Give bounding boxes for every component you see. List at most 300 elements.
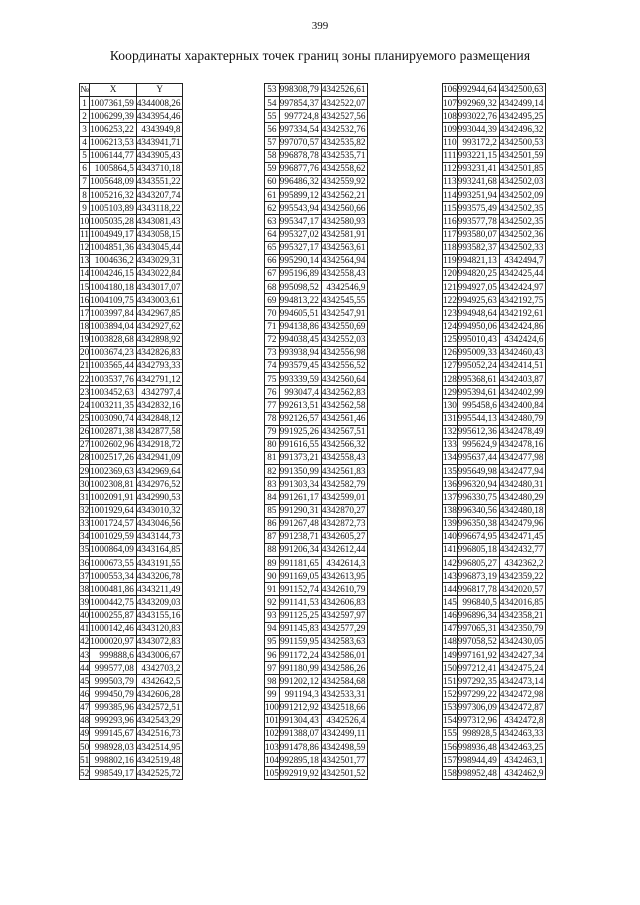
point-number-cell: 144 (443, 583, 458, 596)
point-number-cell: 129 (443, 386, 458, 399)
x-cell: 993047,4 (279, 386, 321, 399)
table-row (443, 583, 546, 596)
y-cell: 4342473,14 (499, 675, 546, 688)
table-row (443, 97, 546, 110)
table-row (443, 333, 546, 346)
x-cell: 993241,68 (457, 175, 499, 188)
x-cell: 994138,86 (279, 320, 321, 333)
y-cell: 4342567,51 (321, 425, 368, 438)
y-cell: 4342870,27 (321, 504, 368, 517)
x-cell: 991212,92 (279, 701, 321, 714)
table-row (80, 202, 183, 215)
x-cell: 1004949,17 (90, 228, 137, 241)
table-row (80, 228, 183, 241)
x-cell: 996486,32 (279, 175, 321, 188)
table-header-row (80, 84, 183, 97)
table-row (80, 412, 183, 425)
y-cell: 4343072,83 (136, 635, 183, 648)
x-cell: 994950,06 (457, 320, 499, 333)
x-cell: 1000553,34 (90, 570, 137, 583)
table-row (80, 622, 183, 635)
table-row (265, 635, 368, 648)
y-cell: 4342543,29 (136, 714, 183, 727)
y-cell: 4342558,62 (321, 162, 368, 175)
table-row (265, 530, 368, 543)
y-cell: 4342432,77 (499, 543, 546, 556)
x-cell: 991290,31 (279, 504, 321, 517)
table-row (443, 425, 546, 438)
x-cell: 997854,37 (279, 97, 321, 110)
x-cell: 994813,22 (279, 294, 321, 307)
x-cell: 998944,49 (457, 754, 499, 767)
point-number-cell: 33 (80, 517, 90, 530)
y-cell: 4342612,44 (321, 543, 368, 556)
x-cell: 993251,94 (457, 189, 499, 202)
point-number-cell: 40 (80, 609, 90, 622)
x-cell: 999450,79 (90, 688, 137, 701)
table-row (443, 228, 546, 241)
table-row (443, 622, 546, 635)
point-number-cell: 47 (80, 701, 90, 714)
y-cell: 4342525,72 (136, 767, 183, 780)
point-number-cell: 20 (80, 346, 90, 359)
y-cell: 4342424,6 (499, 333, 546, 346)
y-cell: 4342501,85 (499, 162, 546, 175)
point-number-cell: 75 (265, 373, 280, 386)
y-cell: 4343155,16 (136, 609, 183, 622)
y-cell: 4342400,84 (499, 399, 546, 412)
point-number-cell: 74 (265, 359, 280, 372)
point-number-cell: 114 (443, 189, 458, 202)
x-cell: 996320,94 (457, 478, 499, 491)
table-row (80, 399, 183, 412)
point-number-cell: 111 (443, 149, 458, 162)
y-cell: 4342480,18 (499, 504, 546, 517)
x-cell: 995010,43 (457, 333, 499, 346)
point-number-cell: 31 (80, 491, 90, 504)
y-cell: 4342561,46 (321, 412, 368, 425)
x-cell: 997065,31 (457, 622, 499, 635)
table-row (443, 478, 546, 491)
coordinates-table-2 (264, 83, 368, 780)
table-row (80, 189, 183, 202)
point-number-cell: 96 (265, 649, 280, 662)
point-number-cell: 16 (80, 294, 90, 307)
header-number: № (80, 84, 90, 97)
table-row (80, 609, 183, 622)
table-row (443, 741, 546, 754)
point-number-cell: 48 (80, 714, 90, 727)
table-row (265, 399, 368, 412)
x-cell: 993044,39 (457, 123, 499, 136)
y-cell: 4342545,55 (321, 294, 368, 307)
table-row (80, 359, 183, 372)
y-cell: 4342826,83 (136, 346, 183, 359)
y-cell: 4342502,36 (499, 228, 546, 241)
table-row (265, 675, 368, 688)
y-cell: 4343081,43 (136, 215, 183, 228)
y-cell: 4342522,07 (321, 97, 368, 110)
point-number-cell: 154 (443, 714, 458, 727)
table-row (80, 451, 183, 464)
y-cell: 4342350,79 (499, 622, 546, 635)
x-cell: 998928,5 (457, 727, 499, 740)
x-cell: 995612,36 (457, 425, 499, 438)
table-row (443, 767, 546, 780)
point-number-cell: 29 (80, 465, 90, 478)
point-number-cell: 78 (265, 412, 280, 425)
point-number-cell: 62 (265, 202, 280, 215)
table-row (80, 254, 183, 267)
y-cell: 4342427,34 (499, 649, 546, 662)
point-number-cell: 109 (443, 123, 458, 136)
point-number-cell: 13 (80, 254, 90, 267)
point-number-cell: 135 (443, 465, 458, 478)
y-cell: 4343120,83 (136, 622, 183, 635)
point-number-cell: 21 (80, 359, 90, 372)
table-row (443, 714, 546, 727)
y-cell: 4342605,27 (321, 530, 368, 543)
y-cell: 4342425,44 (499, 267, 546, 280)
table-row (265, 465, 368, 478)
table-row (443, 294, 546, 307)
point-number-cell: 52 (80, 767, 90, 780)
x-cell: 996877,76 (279, 162, 321, 175)
table-row (443, 438, 546, 451)
page-number: 399 (311, 20, 329, 32)
point-number-cell: 19 (80, 333, 90, 346)
x-cell: 995458,6 (457, 399, 499, 412)
point-number-cell: 82 (265, 465, 280, 478)
table-row (265, 202, 368, 215)
table-row (265, 307, 368, 320)
y-cell: 4342559,92 (321, 175, 368, 188)
y-cell: 4342502,33 (499, 241, 546, 254)
y-cell: 4342501,52 (321, 767, 368, 780)
y-cell: 4342572,51 (136, 701, 183, 714)
x-cell: 995327,17 (279, 241, 321, 254)
x-cell: 991616,55 (279, 438, 321, 451)
table-row (443, 727, 546, 740)
point-number-cell: 14 (80, 267, 90, 280)
point-number-cell: 57 (265, 136, 280, 149)
point-number-cell: 30 (80, 478, 90, 491)
table-row (265, 281, 368, 294)
table-row (80, 557, 183, 570)
y-cell: 4342526,4 (321, 714, 368, 727)
y-cell: 4342877,58 (136, 425, 183, 438)
x-cell: 996674,95 (457, 530, 499, 543)
x-cell: 995052,24 (457, 359, 499, 372)
x-cell: 991388,07 (279, 727, 321, 740)
y-cell: 4342472,98 (499, 688, 546, 701)
point-number-cell: 141 (443, 543, 458, 556)
y-cell: 4343164,85 (136, 543, 183, 556)
y-cell: 4342642,5 (136, 675, 183, 688)
y-cell: 4344008,26 (136, 97, 183, 110)
table-row (443, 189, 546, 202)
x-cell: 998308,79 (279, 84, 321, 97)
x-cell: 1006213,53 (90, 136, 137, 149)
table-row (80, 110, 183, 123)
table-row (80, 215, 183, 228)
point-number-cell: 10 (80, 215, 90, 228)
table-row (443, 136, 546, 149)
point-number-cell: 77 (265, 399, 280, 412)
y-cell: 4342471,45 (499, 530, 546, 543)
point-number-cell: 104 (265, 754, 280, 767)
point-number-cell: 37 (80, 570, 90, 583)
y-cell: 4342558,43 (321, 451, 368, 464)
point-number-cell: 22 (80, 373, 90, 386)
x-cell: 991267,48 (279, 517, 321, 530)
x-cell: 1006144,77 (90, 149, 137, 162)
y-cell: 4342613,95 (321, 570, 368, 583)
table-row (80, 346, 183, 359)
header-x: X (90, 84, 137, 97)
x-cell: 1007361,59 (90, 97, 137, 110)
y-cell: 4342580,93 (321, 215, 368, 228)
table-row (443, 281, 546, 294)
table-row (265, 438, 368, 451)
y-cell: 4342872,73 (321, 517, 368, 530)
y-cell: 4342480,31 (499, 478, 546, 491)
table-row (443, 662, 546, 675)
y-cell: 4342532,76 (321, 123, 368, 136)
y-cell: 4342192,61 (499, 307, 546, 320)
coordinates-table-3 (442, 83, 546, 780)
y-cell: 4342478,16 (499, 438, 546, 451)
point-number-cell: 3 (80, 123, 90, 136)
table-row (80, 635, 183, 648)
point-number-cell: 122 (443, 294, 458, 307)
y-cell: 4343207,74 (136, 189, 183, 202)
point-number-cell: 126 (443, 346, 458, 359)
y-cell: 4342556,52 (321, 359, 368, 372)
table-row (80, 386, 183, 399)
y-cell: 4343954,46 (136, 110, 183, 123)
table-row (443, 688, 546, 701)
point-number-cell: 110 (443, 136, 458, 149)
y-cell: 4342976,52 (136, 478, 183, 491)
point-number-cell: 26 (80, 425, 90, 438)
table-row (80, 478, 183, 491)
y-cell: 4342463,25 (499, 741, 546, 754)
point-number-cell: 59 (265, 162, 280, 175)
point-number-cell: 69 (265, 294, 280, 307)
point-number-cell: 46 (80, 688, 90, 701)
y-cell: 4342472,87 (499, 701, 546, 714)
y-cell: 4342472,8 (499, 714, 546, 727)
y-cell: 4342563,61 (321, 241, 368, 254)
x-cell: 993339,59 (279, 373, 321, 386)
table-row (265, 557, 368, 570)
point-number-cell: 91 (265, 583, 280, 596)
x-cell: 996350,38 (457, 517, 499, 530)
x-cell: 999503,79 (90, 675, 137, 688)
x-cell: 996878,78 (279, 149, 321, 162)
y-cell: 4342478,49 (499, 425, 546, 438)
table-row (80, 583, 183, 596)
table-row (265, 662, 368, 675)
table-row (80, 754, 183, 767)
x-cell: 993577,78 (457, 215, 499, 228)
y-cell: 4342552,03 (321, 333, 368, 346)
y-cell: 4342927,62 (136, 320, 183, 333)
x-cell: 995899,12 (279, 189, 321, 202)
x-cell: 996330,75 (457, 491, 499, 504)
x-cell: 991238,71 (279, 530, 321, 543)
x-cell: 991373,21 (279, 451, 321, 464)
point-number-cell: 105 (265, 767, 280, 780)
y-cell: 4342577,29 (321, 622, 368, 635)
point-number-cell: 94 (265, 622, 280, 635)
table-row (80, 530, 183, 543)
x-cell: 1003452,63 (90, 386, 137, 399)
x-cell: 998936,48 (457, 741, 499, 754)
x-cell: 1004851,36 (90, 241, 137, 254)
x-cell: 994821,13 (457, 254, 499, 267)
point-number-cell: 131 (443, 412, 458, 425)
x-cell: 1004109,75 (90, 294, 137, 307)
point-number-cell: 4 (80, 136, 90, 149)
point-number-cell: 93 (265, 609, 280, 622)
y-cell: 4342586,01 (321, 649, 368, 662)
x-cell: 998802,16 (90, 754, 137, 767)
table-row (80, 175, 183, 188)
y-cell: 4343209,03 (136, 596, 183, 609)
x-cell: 1003828,68 (90, 333, 137, 346)
table-row (80, 307, 183, 320)
table-row (265, 215, 368, 228)
x-cell: 997724,8 (279, 110, 321, 123)
point-number-cell: 79 (265, 425, 280, 438)
point-number-cell: 76 (265, 386, 280, 399)
point-number-cell: 5 (80, 149, 90, 162)
point-number-cell: 44 (80, 662, 90, 675)
x-cell: 1000442,75 (90, 596, 137, 609)
x-cell: 1005035,28 (90, 215, 137, 228)
x-cell: 991261,17 (279, 491, 321, 504)
header-y: Y (136, 84, 183, 97)
table-row (443, 123, 546, 136)
table-row (80, 123, 183, 136)
point-number-cell: 147 (443, 622, 458, 635)
x-cell: 997212,41 (457, 662, 499, 675)
y-cell: 4342518,66 (321, 701, 368, 714)
point-number-cell: 107 (443, 97, 458, 110)
table-row (265, 320, 368, 333)
table-row (443, 110, 546, 123)
table-row (80, 675, 183, 688)
x-cell: 993938,94 (279, 346, 321, 359)
y-cell: 4342797,4 (136, 386, 183, 399)
x-cell: 992613,51 (279, 399, 321, 412)
x-cell: 1006299,39 (90, 110, 137, 123)
point-number-cell: 38 (80, 583, 90, 596)
table-row (443, 451, 546, 464)
table-row (443, 320, 546, 333)
x-cell: 1002369,63 (90, 465, 137, 478)
y-cell: 4343941,71 (136, 136, 183, 149)
y-cell: 4342556,98 (321, 346, 368, 359)
table-row (265, 386, 368, 399)
x-cell: 994820,25 (457, 267, 499, 280)
y-cell: 4342460,43 (499, 346, 546, 359)
y-cell: 4342606,28 (136, 688, 183, 701)
y-cell: 4343949,8 (136, 123, 183, 136)
y-cell: 4343045,44 (136, 241, 183, 254)
x-cell: 1003997,84 (90, 307, 137, 320)
point-number-cell: 89 (265, 557, 280, 570)
table-row (443, 557, 546, 570)
point-number-cell: 43 (80, 649, 90, 662)
table-row (80, 491, 183, 504)
table-row (80, 767, 183, 780)
y-cell: 4342499,14 (499, 97, 546, 110)
y-cell: 4342424,86 (499, 320, 546, 333)
point-number-cell: 49 (80, 727, 90, 740)
table-row (443, 465, 546, 478)
point-number-cell: 61 (265, 189, 280, 202)
point-number-cell: 53 (265, 84, 280, 97)
x-cell: 1004246,15 (90, 267, 137, 280)
x-cell: 991350,99 (279, 465, 321, 478)
y-cell: 4342462,9 (499, 767, 546, 780)
point-number-cell: 140 (443, 530, 458, 543)
x-cell: 999385,96 (90, 701, 137, 714)
y-cell: 4343206,78 (136, 570, 183, 583)
y-cell: 4342463,33 (499, 727, 546, 740)
table-row (80, 438, 183, 451)
y-cell: 4342463,1 (499, 754, 546, 767)
table-row (443, 609, 546, 622)
y-cell: 4342967,85 (136, 307, 183, 320)
y-cell: 4342480,29 (499, 491, 546, 504)
y-cell: 4342941,09 (136, 451, 183, 464)
point-number-cell: 152 (443, 688, 458, 701)
table-row (443, 491, 546, 504)
table-row (80, 333, 183, 346)
x-cell: 997299,22 (457, 688, 499, 701)
y-cell: 4343905,43 (136, 149, 183, 162)
y-cell: 4343003,61 (136, 294, 183, 307)
point-number-cell: 88 (265, 543, 280, 556)
table-row (265, 241, 368, 254)
x-cell: 1001029,59 (90, 530, 137, 543)
y-cell: 4342562,21 (321, 189, 368, 202)
table-row (443, 543, 546, 556)
table-row (443, 570, 546, 583)
point-number-cell: 102 (265, 727, 280, 740)
point-number-cell: 23 (80, 386, 90, 399)
x-cell: 991152,74 (279, 583, 321, 596)
table-row (265, 478, 368, 491)
table-row (265, 491, 368, 504)
point-number-cell: 2 (80, 110, 90, 123)
table-row (265, 267, 368, 280)
y-cell: 4342560,66 (321, 202, 368, 215)
table-row (80, 727, 183, 740)
x-cell: 991181,65 (279, 557, 321, 570)
y-cell: 4343010,32 (136, 504, 183, 517)
table-row (443, 175, 546, 188)
point-number-cell: 128 (443, 373, 458, 386)
y-cell: 4342502,35 (499, 202, 546, 215)
y-cell: 4343046,56 (136, 517, 183, 530)
table-row (265, 136, 368, 149)
y-cell: 4342533,31 (321, 688, 368, 701)
